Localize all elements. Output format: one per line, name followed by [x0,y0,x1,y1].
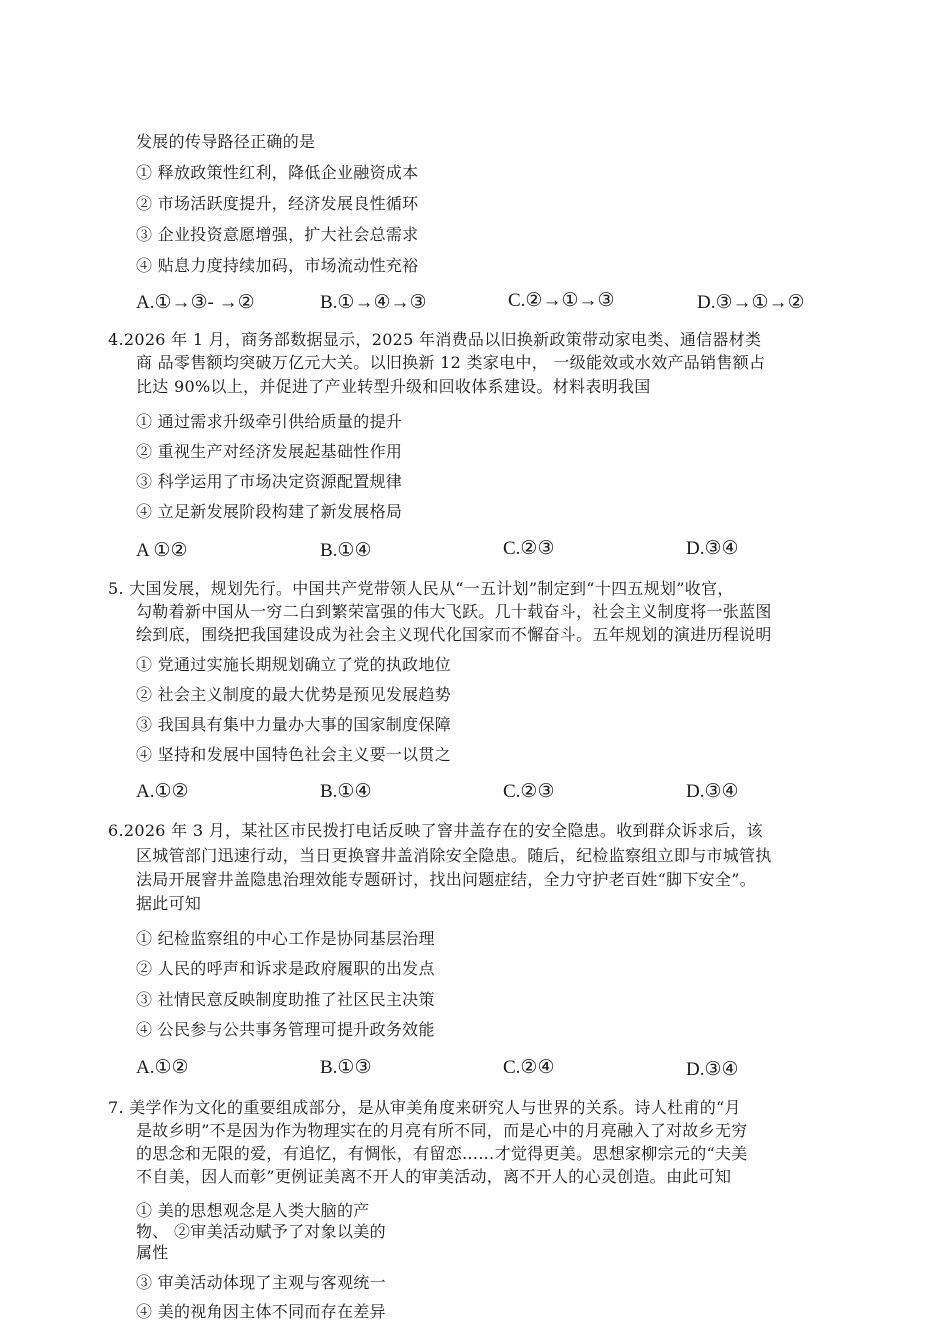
question-7-item-3: ③ 审美活动体现了主观与客观统一 [136,1273,386,1292]
question-7-item-1-cont: 物、 ②审美活动赋予了对象以美的 [136,1222,386,1241]
question-3-item-4: ④ 贴息力度持续加码，市场流动性充裕 [136,256,419,275]
question-4-option-a[interactable]: A ①② [136,540,188,561]
question-7-item-2-cont: 属性 [136,1243,169,1262]
question-3-stem-tail: 发展的传导路径正确的是 [136,132,316,151]
question-5-item-1: ① 党通过实施长期规划确立了党的执政地位 [136,655,452,674]
question-5-item-2: ② 社会主义制度的最大优势是预见发展趋势 [136,685,452,704]
question-5-option-a[interactable]: A.①② [136,781,189,802]
question-4-item-2: ② 重视生产对经济发展起基础性作用 [136,442,403,461]
question-7-stem-line-2: 是故乡明”不是因为作为物理实在的月亮有所不同，而是心中的月亮融入了对故乡无穷 [136,1121,748,1140]
question-5-option-b[interactable]: B.①④ [320,781,372,802]
question-3-item-1: ① 释放政策性红利，降低企业融资成本 [136,163,419,182]
question-3-option-d[interactable]: D.③→①→② [697,292,805,313]
question-3-option-a[interactable]: A.①→③- →② [136,292,255,313]
question-7-item-4: ④ 美的视角因主体不同而存在差异 [136,1302,386,1321]
question-7-stem-line-1: 7. 美学作为文化的重要组成部分，是从审美角度来研究人与世界的关系。诗人杜甫的“月 [108,1098,741,1117]
question-6-stem-line-2: 区城管部门迅速行动，当日更换窨井盖消除安全隐患。随后，纪检监察组立即与市城管执 [136,846,772,865]
question-4-stem-line-1: 4.2026 年 1 月，商务部数据显示，2025 年消费品以旧换新政策带动家电类、通信器材类 [108,330,762,349]
question-5-item-3: ③ 我国具有集中力量办大事的国家制度保障 [136,715,452,734]
question-7-item-1: ① 美的思想观念是人类大脑的产 [136,1201,370,1220]
question-6-item-4: ④ 公民参与公共事务管理可提升政务效能 [136,1020,435,1039]
question-4-item-4: ④ 立足新发展阶段构建了新发展格局 [136,502,403,521]
question-3-item-3: ③ 企业投资意愿增强，扩大社会总需求 [136,225,419,244]
question-6-item-1: ① 纪检监察组的中心工作是协同基层治理 [136,929,435,948]
question-5-item-4: ④ 坚持和发展中国特色社会主义要一以贯之 [136,745,452,764]
question-6-stem-line-1: 6.2026 年 3 月，某社区市民拨打电话反映了窨井盖存在的安全隐患。收到群众诉求后，该 [108,821,763,840]
question-3-item-2: ② 市场活跃度提升，经济发展良性循环 [136,194,419,213]
question-6-stem-line-4: 据此可知 [136,894,202,913]
question-6-option-a[interactable]: A.①② [136,1057,189,1078]
question-6-option-b[interactable]: B.①③ [320,1057,372,1078]
question-5-option-c[interactable]: C.②③ [503,781,555,802]
question-6-item-3: ③ 社情民意反映制度助推了社区民主决策 [136,990,435,1009]
question-7-stem-line-4: 不自美，因人而彰”更例证美离不开人的审美活动，离不开人的心灵创造。由此可知 [136,1167,732,1186]
question-4-item-3: ③ 科学运用了市场决定资源配置规律 [136,472,403,491]
question-4-stem-line-3: 比达 90%以上，并促进了产业转型升级和回收体系建设。材料表明我国 [136,377,651,396]
question-5-stem-line-3: 绘到底，围绕把我国建设成为社会主义现代化国家而不懈奋斗。五年规划的演进历程说明 [136,625,772,644]
question-7-stem-line-3: 的思念和无限的爱，有追忆，有惆怅，有留恋……才觉得更美。思想家柳宗元的“夫美 [136,1144,748,1163]
question-4-option-b[interactable]: B.①④ [320,540,372,561]
question-6-item-2: ② 人民的呼声和诉求是政府履职的出发点 [136,959,435,978]
question-5-option-d[interactable]: D.③④ [686,781,739,802]
question-6-option-d[interactable]: D.③④ [686,1059,739,1080]
question-5-stem-line-2: 勾勒着新中国从一穷二白到繁荣富强的伟大飞跃。几十载奋斗，社会主义制度将一张蓝图 [136,602,772,621]
question-6-option-c[interactable]: C.②④ [503,1057,555,1078]
question-4-option-d[interactable]: D.③④ [686,538,739,559]
question-4-item-1: ① 通过需求升级牵引供给质量的提升 [136,412,403,431]
question-4-stem-line-2: 商 品零售额均突破万亿元大关。以旧换新 12 类家电中， 一级能效或水效产品销售额占 [136,353,766,372]
question-5-stem-line-1: 5. 大国发展，规划先行。中国共产党带领人民从“一五计划”制定到“十四五规划”收官， [108,579,734,598]
question-6-stem-line-3: 法局开展窨井盖隐患治理效能专题研讨，找出问题症结，全力守护老百姓“脚下安全”。 [136,870,757,889]
question-3-option-c[interactable]: C.②→①→③ [508,290,615,311]
question-4-option-c[interactable]: C.②③ [503,538,555,559]
question-3-option-b[interactable]: B.①→④→③ [320,292,427,313]
